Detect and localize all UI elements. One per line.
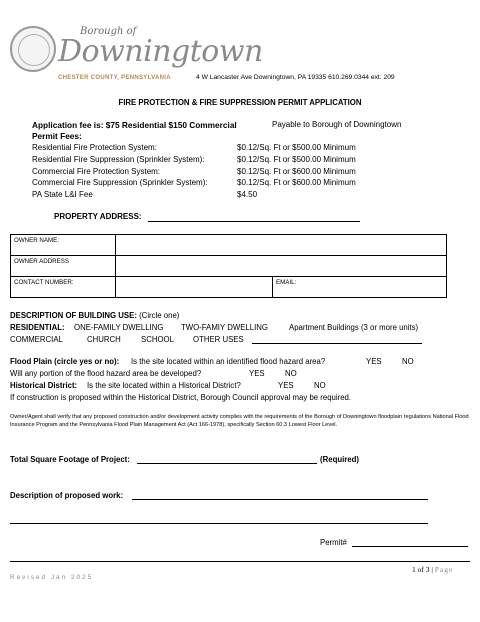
permit-fees-label: Permit Fees:	[32, 131, 82, 141]
option-school[interactable]: SCHOOL	[141, 335, 174, 344]
owner-name-label: OWNER NAME:	[11, 235, 116, 256]
owner-address-field[interactable]	[116, 256, 447, 277]
property-address-field[interactable]	[148, 221, 360, 222]
square-footage-field[interactable]	[137, 463, 317, 464]
required-note: (Required)	[320, 455, 359, 464]
flood-question: Is the site located within an identified flood hazard area?	[131, 357, 326, 366]
historical-label: Historical District:	[10, 381, 78, 390]
historical-no[interactable]: NO	[314, 381, 326, 390]
develop-no[interactable]: NO	[285, 369, 297, 378]
develop-yes[interactable]: YES	[249, 369, 265, 378]
residential-label: RESIDENTIAL:	[10, 323, 65, 332]
option-church[interactable]: CHURCH	[87, 335, 121, 344]
property-address-label: PROPERTY ADDRESS:	[54, 212, 142, 221]
fee-label: Commercial Fire Suppression (Sprinkler System):	[32, 178, 208, 187]
option-other-uses[interactable]: OTHER USES	[193, 335, 244, 344]
contact-number-field[interactable]	[116, 277, 273, 298]
borough-address: 4 W Lancaster Ave Downingtown, PA 19335 610.269.0344 ext. 209	[196, 74, 395, 81]
county-label: CHESTER COUNTY, PENNSYLVANIA	[58, 75, 171, 81]
building-use-heading: DESCRIPTION OF BUILDING USE: (Circle one)	[10, 311, 180, 320]
square-footage-label: Total Square Footage of Project:	[10, 455, 130, 464]
historical-question: Is the site located within a Historical District?	[87, 381, 241, 390]
flood-no[interactable]: NO	[402, 357, 414, 366]
flood-plain-label: Flood Plain (circle yes or no):	[10, 357, 120, 366]
owner-name-field[interactable]	[116, 235, 447, 256]
fee-value: $0.12/Sq. Ft or $500.00 Minimum	[237, 155, 356, 164]
option-apartment[interactable]: Apartment Buildings (3 or more units)	[289, 323, 419, 332]
page-title: FIRE PROTECTION & FIRE SUPPRESSION PERMIT APPLICATION	[118, 98, 362, 107]
payable-to: Payable to Borough of Downingtown	[272, 120, 402, 129]
other-uses-field[interactable]	[252, 343, 422, 344]
proposed-work-field-2[interactable]	[10, 523, 428, 524]
permit-number-field[interactable]	[352, 546, 468, 547]
email-field[interactable]	[273, 277, 447, 298]
historical-yes[interactable]: YES	[278, 381, 294, 390]
commercial-label: COMMERCIAL	[10, 335, 63, 344]
option-one-family[interactable]: ONE-FAMILY DWELLING	[74, 323, 164, 332]
page-number: 1 of 3 | Page	[412, 565, 454, 574]
fee-value: $0.12/Sq. Ft or $500.00 Minimum	[237, 143, 356, 152]
email-label: EMAIL:	[276, 279, 297, 286]
fee-label: Residential Fire Protection System:	[32, 143, 157, 152]
fee-label: Commercial Fire Protection System:	[32, 167, 161, 176]
fee-value: $0.12/Sq. Ft or $600.00 Minimum	[237, 178, 356, 187]
flood-yes[interactable]: YES	[366, 357, 382, 366]
owner-info-table	[10, 234, 447, 298]
proposed-work-field[interactable]	[132, 499, 428, 500]
fee-value: $0.12/Sq. Ft or $600.00 Minimum	[237, 167, 356, 176]
application-fee: Application fee is: $75 Residential $150 Commercial	[32, 120, 237, 130]
compliance-text: Owner/Agent shall verify that any proposed construction and/or development activity complies with the requirements of the Borough of Downingtown floodplain regulations National Flood Insurance Program and the Pennsylvania Flood Plain Management Act (Act 166-1978), specifically Section 60.3 Lowest Floor Level.	[10, 414, 469, 428]
town-name-logo: Downingtown	[58, 34, 263, 69]
revised-date: Revised Jan 2025	[10, 574, 94, 581]
borough-prefix: Borough of	[80, 26, 137, 37]
proposed-work-label: Description of proposed work:	[10, 491, 124, 500]
fee-label: PA State L&I Fee	[32, 190, 93, 199]
owner-address-label: OWNER ADDRESS	[11, 256, 116, 277]
permit-label: Permit#	[320, 538, 347, 547]
historical-note: If construction is proposed within the Historical District, Borough Council approval may be required.	[10, 393, 352, 402]
footer-divider	[10, 561, 470, 562]
fee-label: Residential Fire Suppression (Sprinkler System):	[32, 155, 205, 164]
borough-seal-icon	[10, 26, 56, 72]
option-two-family[interactable]: TWO-FAMIY DWELLING	[181, 323, 268, 332]
flood-question-2: Will any portion of the flood hazard area be developed?	[10, 369, 202, 378]
fee-value: $4.50	[237, 190, 258, 199]
contact-number-label: CONTACT NUMBER:	[11, 277, 116, 298]
